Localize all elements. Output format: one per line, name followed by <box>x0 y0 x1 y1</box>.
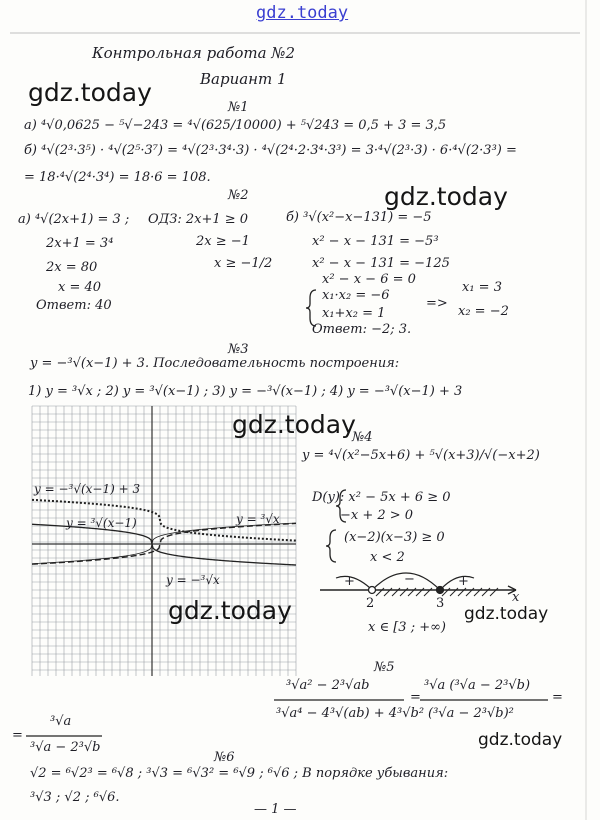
task2-vieta: x₁+x₂ = 1 <box>322 306 386 321</box>
watermark: gdz.today <box>168 596 292 625</box>
task4-answer: x ∈ [3 ; +∞) <box>368 620 446 635</box>
sign-plus: + <box>344 574 355 589</box>
watermark: gdz.today <box>478 730 563 750</box>
task1-number: №1 <box>228 100 249 115</box>
task2-b-line: б) ³√(x²−x−131) = −5 <box>286 210 432 225</box>
axis-point: 3 <box>436 596 445 611</box>
task2-a-line: x = 40 <box>58 280 102 295</box>
task6-line1: √2 = ⁶√2³ = ⁶√8 ; ³√3 = ⁶√3² = ⁶√9 ; ⁶√6 ; В порядке убывания: <box>30 766 449 781</box>
task5-denominator: ³√a⁴ − 4³√(ab) + 4³√b² <box>276 706 425 721</box>
task4-product: (x−2)(x−3) ≥ 0 <box>344 530 445 545</box>
task3-number: №3 <box>228 342 249 357</box>
task6-number: №6 <box>214 750 235 765</box>
task2-number: №2 <box>228 188 249 203</box>
task4-number: №4 <box>352 430 373 445</box>
task5-number: №5 <box>374 660 395 675</box>
task4-domain: D(y): x² − 5x + 6 ≥ 0 <box>312 490 451 505</box>
watermark: gdz.today <box>232 410 356 439</box>
task2-odz: ОДЗ: 2x+1 ≥ 0 <box>148 212 249 227</box>
watermark: gdz.today <box>28 78 152 107</box>
axis-variable: x <box>512 590 520 605</box>
graph-label-right: y = ³√x <box>236 512 280 526</box>
task2-b-line: x² − x − 6 = 0 <box>322 272 416 287</box>
task2-answer-b: Ответ: −2; 3. <box>312 322 412 337</box>
task2-a-line: 2x = 80 <box>46 260 98 275</box>
task5-equals: = <box>552 690 563 705</box>
task5-result-numerator: ³√a <box>50 714 72 729</box>
task2-root: x₁ = 3 <box>462 280 502 295</box>
task2-b-line: x² − x − 131 = −125 <box>312 256 450 271</box>
task4-formula: y = ⁴√(x²−5x+6) + ⁵√(x+3)/√(−x+2) <box>302 448 540 463</box>
graph-label-bottom: y = −³√x <box>166 573 220 587</box>
task5-equals: = <box>410 690 421 705</box>
sign-plus: + <box>458 574 469 589</box>
task5-rhs-denominator: (³√a − 2³√b)² <box>428 706 514 721</box>
watermark: gdz.today <box>384 182 508 211</box>
task3-line1: y = −³√(x−1) + 3. Последовательность построения: <box>30 356 400 371</box>
task1-line-a: а) ⁴√0,0625 − ⁵√−243 = ⁴√(625/10000) + ⁵√243 = 0,5 + 3 = 3,5 <box>24 118 447 133</box>
task1-line-c: = 18·⁴√(2⁴·3⁴) = 18·6 = 108. <box>24 170 211 185</box>
task2-b-line: x² − x − 131 = −5³ <box>312 234 439 249</box>
axis-point: 2 <box>366 596 375 611</box>
task3-line2: 1) y = ³√x ; 2) y = ³√(x−1) ; 3) y = −³√(x−1) ; 4) y = −³√(x−1) + 3 <box>28 384 463 399</box>
task2-a-line: 2x+1 = 3⁴ <box>46 236 114 251</box>
task1-line-b: б) ⁴√(2³·3⁵) · ⁴√(2⁵·3⁷) = ⁴√(2³·3⁴·3) · ⁴√(2⁴·2·3⁴·3³) = 3·⁴√(2³·3) · 6·⁴√(2·3³) = <box>24 143 517 158</box>
task5-rhs-numerator: ³√a (³√a − 2³√b) <box>424 678 531 693</box>
task6-line2: ³√3 ; √2 ; ⁶√6. <box>30 790 120 805</box>
task2-a-line: а) ⁴√(2x+1) = 3 ; <box>18 212 130 227</box>
task2-odz: 2x ≥ −1 <box>196 234 250 249</box>
task2-arrow: => <box>426 296 448 311</box>
graph-label-mid: y = ³√(x−1) <box>66 516 137 530</box>
graph-label-top: y = −³√(x−1) + 3 <box>34 482 141 496</box>
page-number: — 1 — <box>254 802 297 817</box>
task2-odz: x ≥ −1/2 <box>214 256 273 271</box>
sign-minus: − <box>404 572 415 587</box>
task2-root: x₂ = −2 <box>458 304 509 319</box>
task4-domain: −x + 2 > 0 <box>340 508 414 523</box>
task5-result-denominator: ³√a − 2³√b <box>30 740 101 755</box>
variant-label: Вариант 1 <box>200 70 287 88</box>
task5-equals: = <box>12 728 23 743</box>
task2-answer-a: Ответ: 40 <box>36 298 112 313</box>
task2-vieta: x₁·x₂ = −6 <box>322 288 390 303</box>
page-title: Контрольная работа №2 <box>92 44 296 62</box>
task5-numerator: ³√a² − 2³√ab <box>286 678 370 693</box>
task4-condition: x < 2 <box>370 550 405 565</box>
watermark: gdz.today <box>464 604 549 624</box>
top-watermark: gdz.today <box>256 3 349 23</box>
